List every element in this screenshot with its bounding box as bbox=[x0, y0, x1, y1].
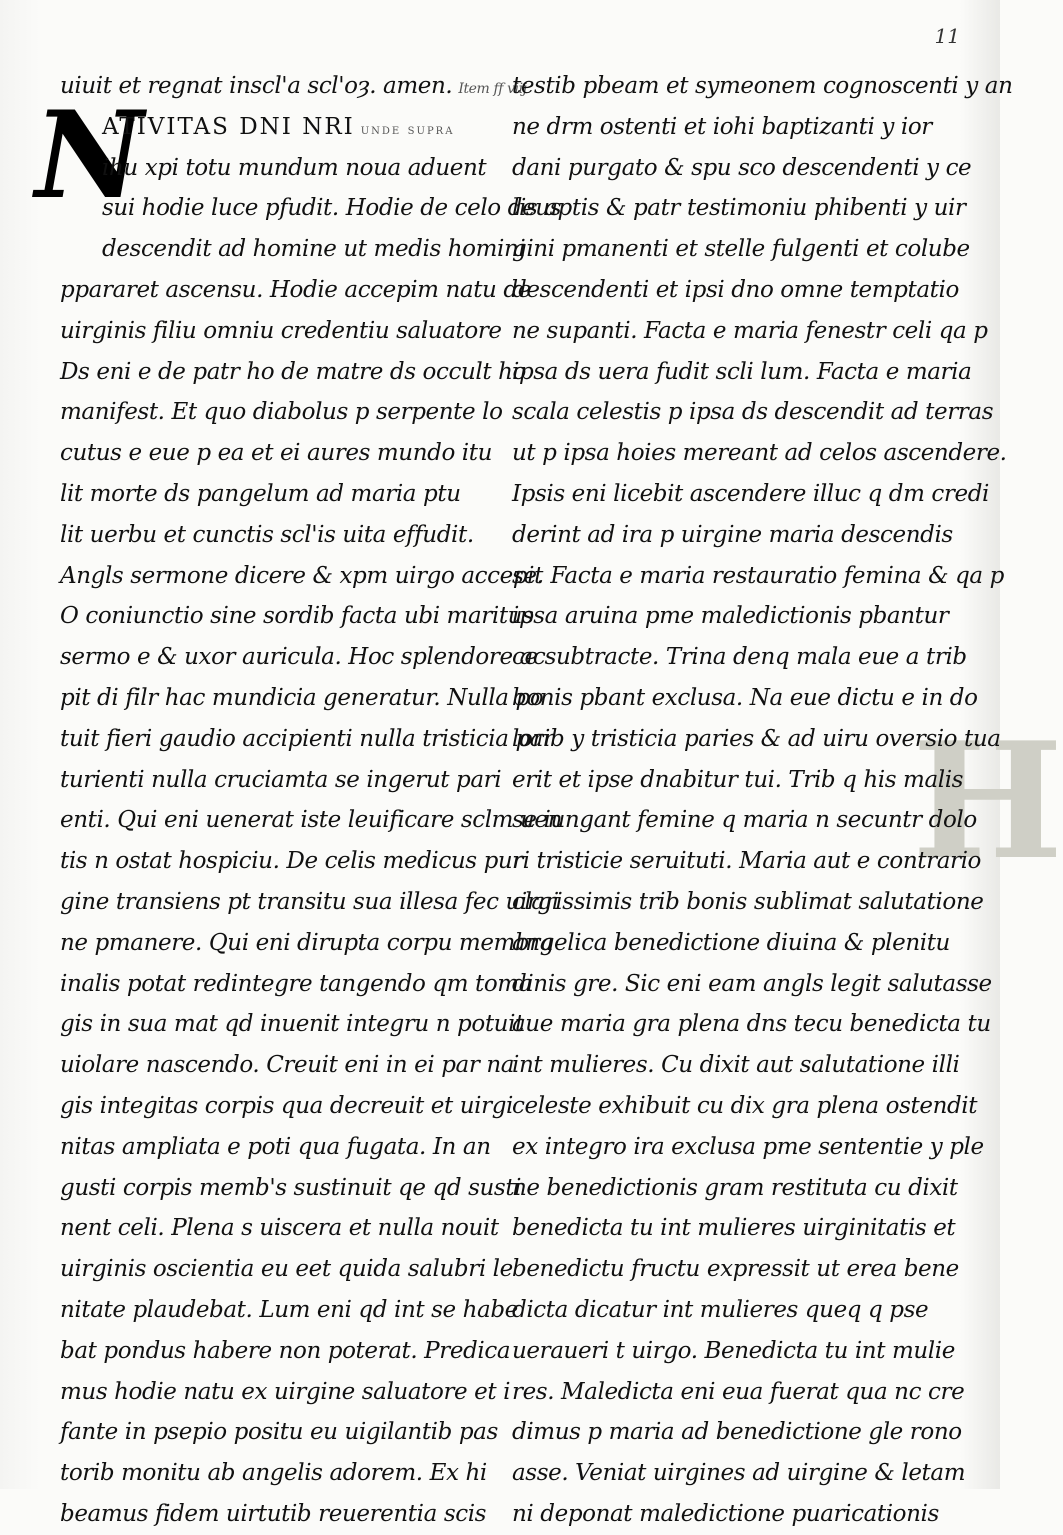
text-line-content: celeste exhibuit cu dix gra plena ostendit bbox=[512, 1092, 978, 1119]
text-line bbox=[512, 311, 988, 352]
text-line bbox=[512, 352, 972, 393]
text-line-content: lorib y tristicia paries & ad uiru oversio tua bbox=[512, 725, 1001, 752]
text-line bbox=[512, 1453, 966, 1494]
text-line-content: bat pondus habere non poterat. Predica bbox=[60, 1337, 511, 1364]
text-line bbox=[512, 1494, 952, 1535]
text-line-content: gini pmanenti et stelle fulgenti et colube bbox=[512, 236, 970, 263]
text-line-content: uirginis filiu omniu credentiu saluatore bbox=[60, 317, 502, 344]
text-line-content: ne pmanere. Qui eni dirupta corpu membra bbox=[60, 929, 554, 956]
text-line bbox=[60, 229, 526, 270]
text-line bbox=[60, 1249, 513, 1290]
text-line bbox=[60, 515, 474, 556]
text-line-content: ppararet ascensu. Hodie accepim natu de bbox=[60, 276, 531, 303]
text-line bbox=[60, 1086, 513, 1127]
text-line bbox=[60, 964, 533, 1005]
text-line bbox=[512, 841, 981, 882]
text-line bbox=[512, 270, 959, 311]
text-line bbox=[512, 760, 964, 801]
text-line bbox=[60, 882, 559, 923]
text-line-content: benedictu fructu expressit ut erea bene bbox=[512, 1256, 959, 1283]
text-line-content: turienti nulla cruciamta se ingerut pari bbox=[60, 766, 502, 793]
text-line-content: gis integitas corpis qua decreuit et uirgi bbox=[60, 1092, 513, 1119]
text-line bbox=[60, 1127, 491, 1168]
text-line bbox=[60, 352, 526, 393]
text-line-content: tuit fieri gaudio accipienti nulla tristicia par bbox=[60, 725, 554, 752]
text-line-content: benedicta tu int mulieres uirginitatis et bbox=[512, 1215, 956, 1242]
text-line bbox=[60, 760, 502, 801]
text-line bbox=[60, 1290, 518, 1331]
text-line-content: Angls sermone dicere & xpm uirgo accepit bbox=[60, 562, 543, 589]
text-line bbox=[60, 596, 534, 637]
text-line bbox=[512, 1004, 991, 1045]
text-line-content: ueraueri t uirgo. Benedicta tu int mulie bbox=[512, 1337, 955, 1364]
text-line-content: sui hodie luce pfudit. Hodie de celo deus bbox=[102, 195, 562, 222]
text-line bbox=[512, 882, 984, 923]
text-line bbox=[60, 1208, 499, 1249]
text-line-content: ne supanti. Facta e maria fenestr celi qa p bbox=[512, 317, 988, 344]
text-line-content: gis in sua mat qd inuenit integru n potuit bbox=[60, 1011, 524, 1038]
text-line bbox=[512, 1127, 984, 1168]
text-line-content: beamus fidem uirtutib reuerentia scis bbox=[60, 1500, 487, 1527]
right-text-column bbox=[512, 66, 1013, 1535]
text-line-content: aue maria gra plena dns tecu benedicta tu bbox=[512, 1011, 991, 1038]
text-line bbox=[60, 188, 562, 229]
text-line-content: ATIVITAS DNI NRI bbox=[102, 113, 355, 140]
text-line-content: nitate plaudebat. Lum eni qd int se habe bbox=[60, 1296, 518, 1323]
text-line bbox=[60, 433, 493, 474]
text-line-content: scala celestis p ipsa ds descendit ad terras bbox=[512, 399, 994, 426]
text-line bbox=[512, 1331, 955, 1372]
text-line bbox=[512, 1372, 965, 1413]
text-line-content: Ipsis eni licebit ascendere illuc q dm credi bbox=[512, 480, 990, 507]
text-line bbox=[60, 678, 544, 719]
text-line-content: se iungant femine q maria n secuntr dolo bbox=[512, 807, 977, 834]
text-line-content: inalis potat redintegre tangendo qm toma bbox=[60, 970, 533, 997]
text-line-content: dani purgato & spu sco descendenti y ce bbox=[512, 154, 972, 181]
text-line bbox=[512, 1290, 952, 1331]
text-line-content: int mulieres. Cu dixit aut salutatione illi bbox=[512, 1052, 960, 1079]
text-line bbox=[512, 556, 1004, 597]
text-line-content: descendit ad homine ut medis homini bbox=[102, 236, 526, 263]
text-line bbox=[60, 474, 460, 515]
text-line-content: ihu xpi totu mundum noua aduent bbox=[102, 154, 487, 181]
text-line-content: ri tristicie seruituti. Maria aut e contrario bbox=[512, 848, 981, 875]
text-line-content: descendenti et ipsi dno omne temptatio bbox=[512, 276, 959, 303]
text-line-content: ne drm ostenti et iohi baptizanti y ior bbox=[512, 113, 932, 140]
text-line-content: Ds eni e de patr ho de matre ds occult ho bbox=[60, 358, 526, 385]
text-line bbox=[60, 1494, 487, 1535]
text-line bbox=[60, 923, 554, 964]
faded-initial-h: H bbox=[912, 707, 1063, 895]
text-line-content: O coniunctio sine sordib facta ubi maritus bbox=[60, 603, 534, 630]
text-line-content: nent celi. Plena s uiscera et nulla nouit bbox=[60, 1215, 499, 1242]
text-line bbox=[512, 1168, 958, 1209]
text-line-content: testib pbeam et symeonem cognoscenti y an bbox=[512, 73, 1013, 99]
text-line bbox=[60, 392, 503, 433]
text-line bbox=[512, 678, 978, 719]
text-line-content: mus hodie natu ex uirgine saluatore et i bbox=[60, 1378, 511, 1405]
text-line bbox=[512, 1045, 960, 1086]
text-line bbox=[60, 1331, 511, 1372]
text-line bbox=[60, 1453, 487, 1494]
text-line bbox=[60, 107, 460, 148]
text-line-content: uirginis oscientia eu eet quida salubri le bbox=[60, 1256, 513, 1283]
text-line-content: dicta dicatur int mulieres queq q pse bbox=[512, 1296, 929, 1323]
text-line-content: nitas ampliata e poti qua fugata. In an bbox=[60, 1133, 491, 1160]
text-line bbox=[60, 1412, 498, 1453]
text-line bbox=[512, 719, 1001, 760]
text-line bbox=[512, 923, 952, 964]
text-line-content: derint ad ira p uirgine maria descendis bbox=[512, 521, 953, 548]
marginal-gloss: Item ff viij bbox=[458, 81, 527, 97]
text-line bbox=[512, 474, 990, 515]
text-line-content: bonis pbant exclusa. Na eue dictu e in do bbox=[512, 684, 978, 711]
text-line-content: uiuit et regnat inscl'a scl'oȝ. amen. bbox=[60, 73, 453, 99]
text-line bbox=[60, 1372, 511, 1413]
text-line-content: ex integro ira exclusa pme sententie y ple bbox=[512, 1133, 984, 1160]
text-line bbox=[512, 596, 952, 637]
text-line-content: uiolare nascendo. Creuit eni in ei par na bbox=[60, 1052, 515, 1079]
text-line-content: lis aptis & patr testimoniu phibenti y uir bbox=[512, 195, 966, 222]
text-line bbox=[60, 1004, 524, 1045]
text-line-content: erit et ipse dnabitur tui. Trib q his malis bbox=[512, 766, 964, 793]
folio-number: 11 bbox=[934, 24, 960, 48]
text-line bbox=[512, 1412, 962, 1453]
text-line bbox=[512, 1086, 978, 1127]
text-line bbox=[512, 66, 1013, 107]
text-line bbox=[512, 107, 952, 148]
text-line bbox=[60, 719, 554, 760]
text-line bbox=[512, 229, 970, 270]
text-line bbox=[512, 148, 972, 189]
text-line-content: pit di filr hac mundicia generatur. Nulla po bbox=[60, 684, 544, 711]
text-line-content: torib monitu ab angelis adorem. Ex hi bbox=[60, 1460, 487, 1487]
text-line bbox=[60, 270, 531, 311]
text-line bbox=[60, 1168, 522, 1209]
text-line-content: dimus p maria ad benedictione gle rono bbox=[512, 1419, 962, 1446]
text-line-content: tis n ostat hospiciu. De celis medicus pur bbox=[60, 848, 523, 875]
text-line bbox=[60, 841, 523, 882]
text-line-content: ipsa aruina pme maledictionis pbantur bbox=[512, 603, 949, 630]
text-line-content: clarissimis trib bonis sublimat salutatione bbox=[512, 888, 984, 915]
text-line bbox=[512, 1249, 959, 1290]
text-line-content: cutus e eue p ea et ei aures mundo itu bbox=[60, 440, 493, 467]
text-line-content: ut p ipsa hoies mereant ad celos ascendere. bbox=[512, 440, 1007, 467]
text-line bbox=[512, 1208, 956, 1249]
text-line bbox=[512, 188, 966, 229]
text-line bbox=[512, 964, 992, 1005]
text-line bbox=[60, 800, 563, 841]
text-line bbox=[512, 800, 977, 841]
text-line-content: ne benedictionis gram restituta cu dixit bbox=[512, 1174, 958, 1201]
text-line-content: ce subtracte. Trina denq mala eue a trib bbox=[512, 644, 967, 671]
text-line-content: sermo e & uxor auricula. Hoc splendore ac bbox=[60, 644, 546, 671]
text-line-content: manifest. Et quo diabolus p serpente lo bbox=[60, 399, 503, 426]
text-line-content: ipsa ds uera fudit scli lum. Facta e maria bbox=[512, 358, 972, 385]
text-line-content: dinis gre. Sic eni eam angls legit salutasse bbox=[512, 970, 992, 997]
text-line-content: lit uerbu et cunctis scl'is uita effudit. bbox=[60, 521, 474, 548]
decorated-initial-n: N bbox=[21, 85, 157, 226]
text-line bbox=[60, 66, 527, 107]
text-line bbox=[512, 433, 1007, 474]
text-line bbox=[60, 556, 543, 597]
text-line bbox=[512, 515, 952, 556]
marginal-gloss: unde supra bbox=[360, 121, 455, 138]
text-line bbox=[60, 311, 502, 352]
text-line-content: fante in psepio positu eu uigilantib pas bbox=[60, 1419, 498, 1446]
text-line-content: ni deponat maledictione puaricationis bbox=[512, 1500, 939, 1527]
text-line bbox=[512, 392, 994, 433]
text-line-content: asse. Veniat uirgines ad uirgine & letam bbox=[512, 1460, 966, 1487]
left-text-column bbox=[60, 66, 563, 1535]
text-line-content: angelica benedictione diuina & plenitu bbox=[512, 929, 950, 956]
text-line-content: lit morte ds pangelum ad maria ptu bbox=[60, 480, 461, 507]
text-line bbox=[60, 1045, 515, 1086]
text-line-content: enti. Qui eni uenerat iste leuificare sclm uen bbox=[60, 807, 563, 834]
text-line-content: res. Maledicta eni eua fuerat qua nc cre bbox=[512, 1378, 965, 1405]
text-line-content: gine transiens pt transitu sua illesa fec uirgi bbox=[60, 888, 559, 915]
text-line-content: se. Facta e maria restauratio femina & qa p bbox=[512, 562, 1004, 589]
text-line bbox=[60, 637, 546, 678]
text-line-content: gusti corpis memb's sustinuit qe qd susti bbox=[60, 1174, 522, 1201]
text-line bbox=[60, 148, 487, 189]
text-line bbox=[512, 637, 967, 678]
